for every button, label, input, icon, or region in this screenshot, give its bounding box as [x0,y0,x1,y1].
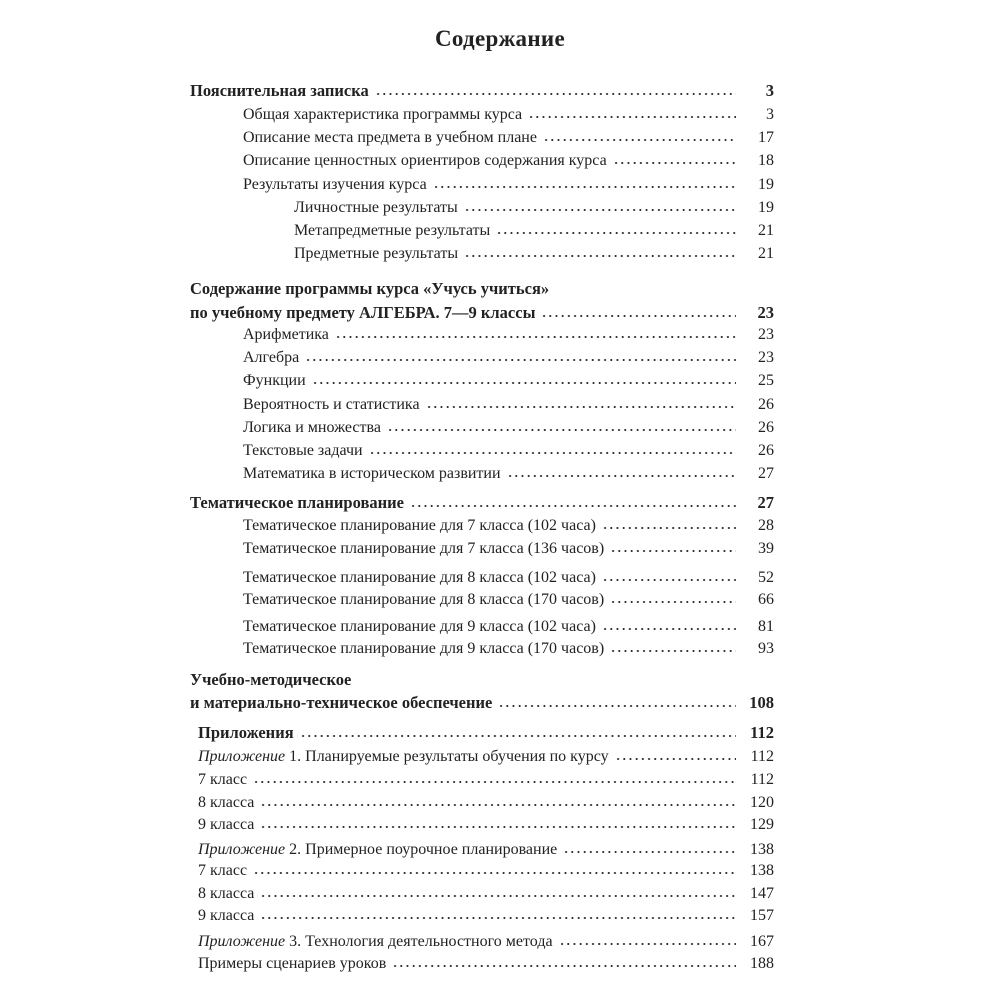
toc-entry [294,197,774,219]
toc-entry-text: Текстовые задачи [243,442,363,459]
toc-entry [243,104,774,126]
toc-page-number: 188 [750,955,774,972]
dot-leader [541,314,736,318]
toc-entry [294,243,774,265]
toc-entry-section [198,722,774,744]
toc-page-number: 27 [758,465,774,482]
toc-entry-text: Арифметика [243,326,329,343]
toc-page-number: 28 [758,517,774,534]
toc-page-number: 108 [749,693,774,712]
toc-entry [243,538,774,560]
toc-entry-text: 8 класса [198,885,255,902]
dot-leader [498,704,736,708]
dot-leader [543,138,736,142]
toc-entry-text: Функции [243,372,306,389]
toc-entry-section [190,669,774,691]
dot-leader [602,627,736,631]
toc-page-number: 138 [750,862,774,879]
toc-page-number: 26 [758,442,774,459]
toc-entry-text: Личностные результаты [294,199,458,216]
toc-entry [243,589,774,611]
toc-page-number: 129 [750,816,774,833]
toc-entry [243,616,774,638]
dot-leader [433,185,736,189]
toc-page-number: 25 [758,372,774,389]
toc-page-number: 81 [758,618,774,635]
toc-entry [243,150,774,172]
dot-leader [602,578,736,582]
appendix-prefix: Приложение [198,841,286,858]
toc-entry-section [190,692,774,714]
dot-leader [610,649,736,653]
toc-page-number: 52 [758,569,774,586]
toc-entry-text: Математика в историческом развитии [243,465,501,482]
toc-entry [198,953,774,975]
toc-entry [243,174,774,196]
toc-entry-text: 9 класса [198,816,255,833]
dot-leader [559,942,736,946]
dot-leader [410,504,736,508]
toc-entry-text: Тематическое планирование для 8 класса (102 часа) [243,569,596,586]
toc-page-number: 112 [750,748,774,765]
toc-entry-text: Описание ценностных ориентиров содержания курса [243,152,607,169]
dot-leader [613,161,736,165]
toc-entry-text: Логика и множества [243,419,381,436]
toc-entry [243,440,774,462]
appendix-prefix: Приложение [198,933,286,950]
toc-entry-section [190,278,774,300]
toc-entry-text: по учебному предмету АЛГЕБРА. 7—9 классы [190,303,536,322]
toc-entry-text: 9 класса [198,907,255,924]
dot-leader [260,916,736,920]
toc-entry [243,463,774,485]
toc-page-number: 39 [758,540,774,557]
dot-leader [260,803,736,807]
toc-entry-text: Предметные результаты [294,245,459,262]
dot-leader [507,474,736,478]
toc-entry-text: Метапредметные результаты [294,222,491,239]
toc-entry-text: 2. Примерное поурочное планирование [289,841,558,858]
toc-entry [198,905,774,927]
toc-entry [243,347,774,369]
dot-leader [464,208,736,212]
toc-page-number: 19 [758,199,774,216]
toc-page-number: 17 [758,129,774,146]
dot-leader [387,428,736,432]
dot-leader [610,600,736,604]
toc-entry [243,324,774,346]
toc-page-number: 27 [757,493,774,512]
toc-entry-appendix [198,839,774,861]
toc-entry-text: Описание места предмета в учебном плане [243,129,537,146]
toc-entry-text: 7 класс [198,862,248,879]
dot-leader [426,405,736,409]
dot-leader [305,358,736,362]
toc-entry-appendix [198,931,774,953]
toc-entry-text: Учебно-методическое [190,670,352,689]
toc-page-number: 21 [758,222,774,239]
toc-entry-text: Тематическое планирование [190,493,404,512]
dot-leader [496,231,736,235]
dot-leader [369,451,736,455]
toc-entry-text: Содержание программы курса «Учусь учиться» [190,279,550,298]
toc-entry [198,814,774,836]
page-title: Содержание [435,26,565,51]
toc-entry [243,394,774,416]
dot-leader [563,850,736,854]
dot-leader [610,549,736,553]
toc-entry [243,567,774,589]
toc-entry [243,370,774,392]
toc-page-number: 21 [758,245,774,262]
toc-page-number: 23 [757,303,774,322]
toc-entry-text: 3. Технология деятельностного метода [289,933,553,950]
toc-entry-text: Тематическое планирование для 9 класса (102 часа) [243,618,596,635]
toc-page-number: 147 [750,885,774,902]
toc-entry [198,769,774,791]
toc-entry-text: Тематическое планирование для 7 класса (102 часа) [243,517,596,534]
toc-page-number: 3 [765,81,774,100]
dot-leader [335,335,736,339]
toc-entry [243,127,774,149]
toc-page-number: 26 [758,419,774,436]
toc-entry-text: Примеры сценариев уроков [198,955,387,972]
toc-entry-text: Тематическое планирование для 8 класса (170 часов) [243,591,605,608]
dot-leader [260,894,736,898]
toc-page-number: 23 [758,349,774,366]
toc-entry-text: Приложения [198,723,294,742]
dot-leader [375,92,736,96]
toc-entry [198,883,774,905]
dot-leader [312,381,736,385]
toc-page-number: 93 [758,640,774,657]
toc-entry-text: Алгебра [243,349,300,366]
toc-entry-text: Результаты изучения курса [243,176,427,193]
toc-entry [198,860,774,882]
toc-entry-section [190,80,774,102]
toc-page-number: 112 [750,771,774,788]
dot-leader [300,734,736,738]
toc-page-number: 23 [758,326,774,343]
toc-page-number: 3 [766,106,774,123]
dot-leader [464,254,736,258]
toc-page-number: 167 [750,933,774,950]
appendix-prefix: Приложение [198,748,286,765]
toc-entry-text: и материально-техническое обеспечение [190,693,493,712]
toc-page-number: 66 [758,591,774,608]
dot-leader [392,964,736,968]
toc-entry-appendix [198,746,774,768]
toc-entry [243,515,774,537]
dot-leader [253,780,736,784]
toc-page-number: 18 [758,152,774,169]
toc-entry-section [190,492,774,514]
toc-entry-text: Тематическое планирование для 7 класса (136 часов) [243,540,605,557]
toc-entry-text: Общая характеристика программы курса [243,106,523,123]
toc-page-number: 157 [750,907,774,924]
dot-leader [528,115,736,119]
toc-page-number: 112 [750,723,774,742]
toc-page-number: 120 [750,794,774,811]
toc-page-number: 26 [758,396,774,413]
toc-entry-text: 7 класс [198,771,248,788]
toc-entry [243,417,774,439]
toc-entry-text: Пояснительная записка [190,81,369,100]
dot-leader [602,526,736,530]
toc-entry [243,638,774,660]
toc-entry [198,792,774,814]
dot-leader [615,757,736,761]
toc-entry-text: Вероятность и статистика [243,396,420,413]
dot-leader [260,825,736,829]
toc-page-number: 138 [750,841,774,858]
toc-entry [294,220,774,242]
toc-entry-text: 1. Планируемые результаты обучения по курсу [289,748,609,765]
dot-leader [253,871,736,875]
toc-entry-text: 8 класса [198,794,255,811]
toc-entry-text: Тематическое планирование для 9 класса (170 часов) [243,640,605,657]
toc-entry-section [190,302,774,324]
toc-page-number: 19 [758,176,774,193]
